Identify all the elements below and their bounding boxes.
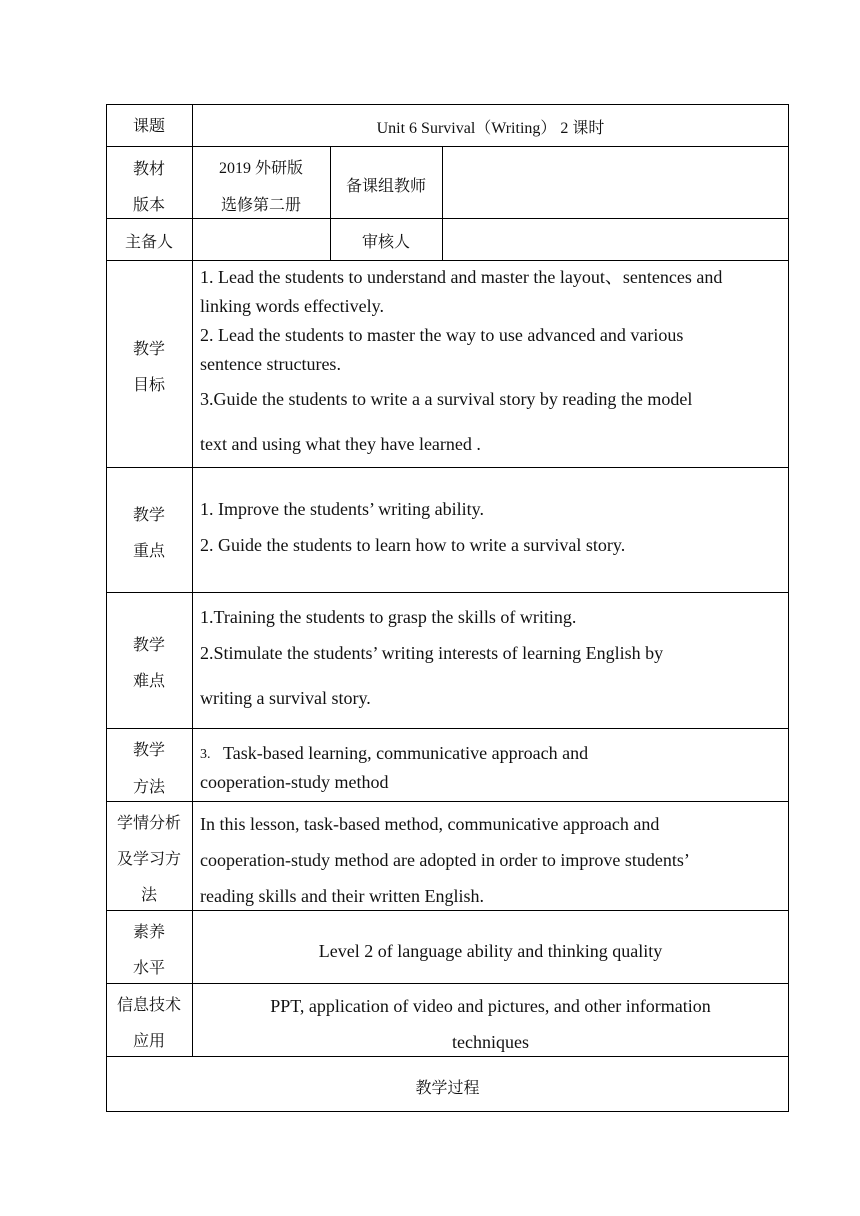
literacy-label-line2: 水平: [132, 960, 165, 977]
objective-line: linking words effectively.: [200, 296, 384, 316]
topic-value: Unit 6 Survival（Writing） 2 课时: [376, 120, 605, 137]
rule: [106, 728, 789, 729]
rule: [106, 592, 789, 593]
analysis-line: In this lesson, task-based method, communicative approach and: [200, 814, 660, 834]
objectives-label-line2: 目标: [132, 377, 165, 394]
objective-line: 2. Lead the students to master the way to use advanced and various: [200, 325, 684, 345]
it-label-line1: 信息技术: [116, 997, 181, 1014]
key-points-label-line1: 教学: [132, 507, 165, 524]
methods-line: cooperation-study method: [200, 772, 389, 792]
key-points-label-line2: 重点: [132, 543, 165, 560]
objective-line: 1. Lead the students to understand and master the layout、sentences and: [200, 267, 723, 287]
methods-label-line2: 方法: [132, 779, 165, 796]
it-line: PPT, application of video and pictures, and other information: [270, 996, 711, 1016]
rule: [106, 260, 789, 261]
rule: [106, 467, 789, 468]
process-heading: 教学过程: [415, 1080, 480, 1097]
preparer-label: 主备人: [124, 234, 173, 251]
edition-value-line2: 选修第二册: [220, 197, 301, 214]
difficulty-line: 1.Training the students to grasp the skills of writing.: [200, 607, 577, 627]
difficulty-line: 2.Stimulate the students’ writing interests of learning English by: [200, 643, 664, 663]
key-point-line: 2. Guide the students to learn how to write a survival story.: [200, 535, 626, 555]
rule: [192, 104, 193, 1056]
edition-value-line1: 2019 外研版: [218, 160, 303, 177]
analysis-line: reading skills and their written English.: [200, 886, 484, 906]
topic-label: 课题: [132, 118, 165, 135]
literacy-value: Level 2 of language ability and thinking quality: [318, 941, 663, 961]
reviewer-label: 审核人: [361, 234, 410, 251]
rule: [106, 983, 789, 984]
lesson-group-teacher-label: 备课组教师: [345, 178, 426, 195]
rule: [106, 801, 789, 802]
lesson-plan-table: [106, 104, 789, 1112]
edition-label-line2: 版本: [132, 197, 165, 214]
it-label-line2: 应用: [132, 1033, 165, 1050]
rule: [442, 146, 443, 260]
rule: [106, 1111, 789, 1112]
key-point-line: 1. Improve the students’ writing ability.: [200, 499, 484, 519]
rule: [106, 104, 789, 105]
methods-list-number: 3.: [200, 747, 211, 762]
methods-line: Task-based learning, communicative approach and: [223, 743, 589, 763]
objective-line: text and using what they have learned .: [200, 434, 481, 454]
edition-label-line1: 教材: [132, 161, 165, 178]
analysis-label-line1: 学情分析: [116, 815, 181, 832]
objective-line: 3.Guide the students to write a a survival story by reading the model: [200, 389, 693, 409]
objectives-label-line1: 教学: [132, 341, 165, 358]
analysis-label-line3: 法: [140, 887, 157, 904]
analysis-label-line2: 及学习方: [116, 851, 181, 868]
literacy-label-line1: 素养: [132, 924, 165, 941]
objective-line: sentence structures.: [200, 354, 341, 374]
methods-label-line1: 教学: [132, 742, 165, 759]
difficulty-line: writing a survival story.: [200, 688, 371, 708]
analysis-line: cooperation-study method are adopted in order to improve students’: [200, 850, 690, 870]
difficulties-label-line2: 难点: [132, 673, 165, 690]
difficulties-label-line1: 教学: [132, 637, 165, 654]
it-line: techniques: [452, 1032, 529, 1052]
